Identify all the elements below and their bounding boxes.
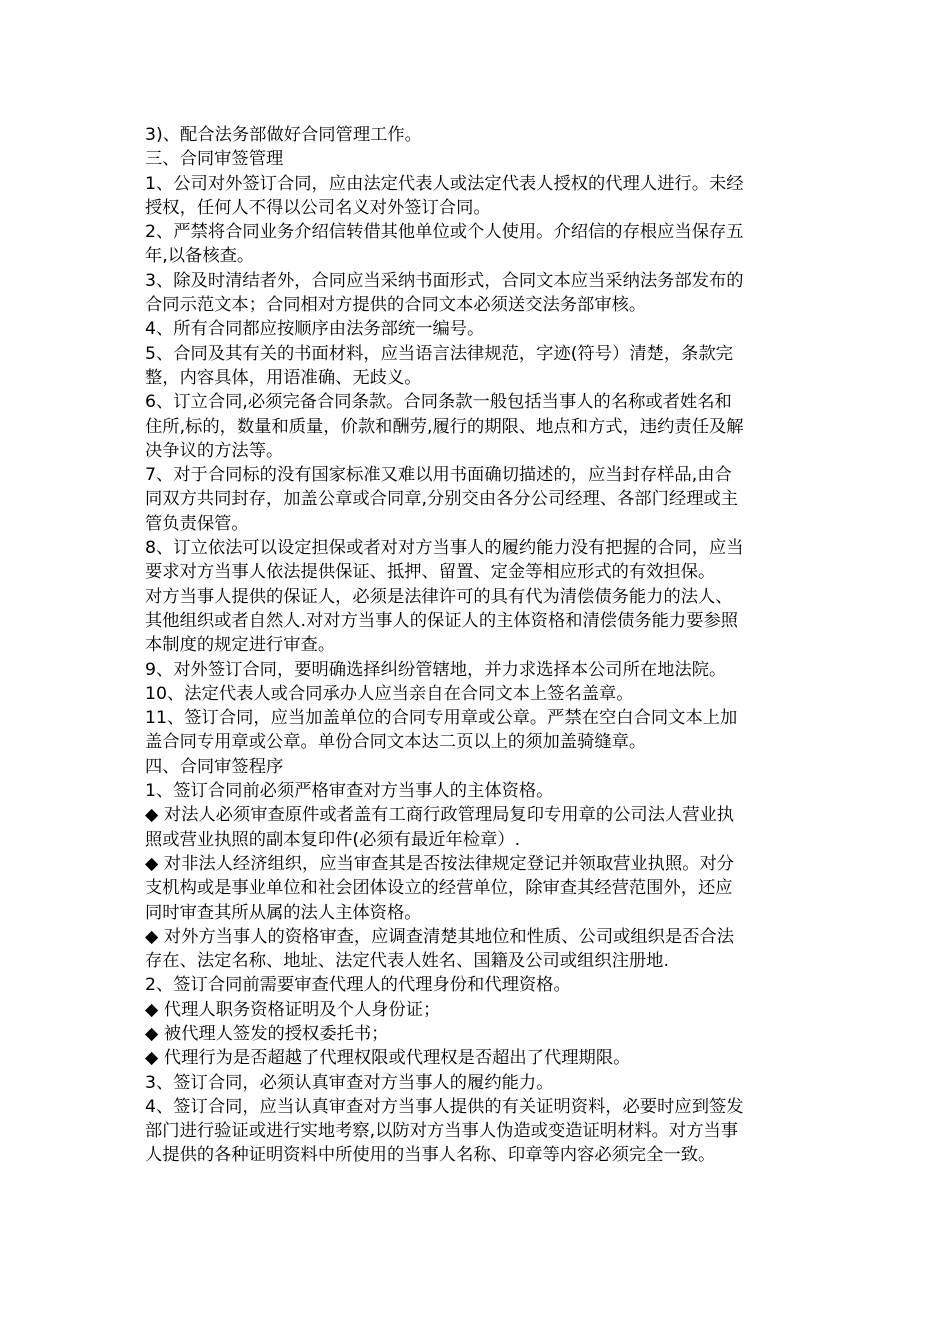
text-line: 住所,标的，数量和质量，价款和酬劳,履行的期限、地点和方式，违约责任及解 [145, 416, 744, 437]
text-line: 支机构或是事业单位和社会团体设立的经营单位，除审查其经营范围外，还应 [145, 878, 733, 899]
text-line: 3)、配合法务部做好合同管理工作。 [145, 125, 422, 145]
text-line: 存在、法定名称、地址、法定代表人姓名、国籍及公司或组织注册地. [145, 951, 669, 972]
bullet-line: ◆ 对法人必须审查原件或者盖有工商行政管理局复印专用章的公司法人营业执 [145, 805, 735, 826]
text-line: 10、法定代表人或合同承办人应当亲自在合同文本上签名盖章。 [145, 683, 634, 704]
text-line: 年,以备核查。 [145, 246, 255, 267]
text-line: 1、签订合同前必须严格审查对方当事人的主体资格。 [145, 781, 554, 802]
text-line: 整，内容具体，用语准确、无歧义。 [145, 367, 422, 388]
text-line: 7、对于合同标的没有国家标准又难以用书面确切描述的，应当封存样品,由合 [145, 465, 732, 486]
document-body [145, 123, 810, 1168]
text-line: 盖合同专用章或公章。单份合同文本达二页以上的须加盖骑缝章。 [145, 732, 647, 753]
text-line: 1、公司对外签订合同，应由法定代表人或法定代表人授权的代理人进行。未经 [145, 173, 744, 194]
text-line: 合同示范文本；合同相对方提供的合同文本必须送交法务部审核。 [145, 295, 647, 316]
text-line: 6、订立合同,必须完备合同条款。合同条款一般包括当事人的名称或者姓名和 [145, 392, 732, 413]
text-line: 其他组织或者自然人.对对方当事人的保证人的主体资格和清偿债务能力要参照 [145, 610, 739, 631]
text-line: 照或营业执照的副本复印件(必须有最近年检章）. [145, 829, 521, 850]
section-heading: 三、合同审签管理 [145, 149, 284, 170]
text-line: 部门进行验证或进行实地考察,以防对方当事人伪造或变造证明材料。对方当事 [145, 1121, 739, 1142]
text-line: 授权，任何人不得以公司名义对外签订合同。 [145, 197, 491, 218]
text-line: 2、签订合同前需要审查代理人的代理身份和代理资格。 [145, 975, 571, 996]
text-line: 8、订立依法可以设定担保或者对对方当事人的履约能力没有把握的合同，应当 [145, 538, 744, 559]
text-line: 决争议的方法等。 [145, 440, 284, 461]
text-line: 2、严禁将合同业务介绍信转借其他单位或个人使用。介绍信的存根应当保存五 [145, 222, 744, 243]
text-line: 同时审查其所从属的法人主体资格。 [145, 902, 422, 923]
bullet-line: ◆ 被代理人签发的授权委托书； [145, 1023, 389, 1044]
bullet-line: ◆ 代理人职务资格证明及个人身份证； [145, 999, 441, 1020]
text-line: 要求对方当事人依法提供保证、抵押、留置、定金等相应形式的有效担保。 [145, 562, 716, 583]
text-line: 本制度的规定进行审查。 [145, 635, 336, 656]
text-line: 对方当事人提供的保证人，必须是法律许可的具有代为清偿债务能力的法人、 [145, 586, 733, 607]
bullet-line: ◆ 对非法人经济组织，应当审查其是否按法律规定登记并领取营业执照。对分 [145, 853, 735, 874]
text-line: 人提供的各种证明资料中所使用的当事人名称、印章等内容必须完全一致。 [145, 1145, 716, 1166]
text-line: 3、签订合同，必须认真审查对方当事人的履约能力。 [145, 1072, 554, 1093]
text-line: 4、签订合同，应当认真审查对方当事人提供的有关证明资料，必要时应到签发 [145, 1096, 744, 1117]
text-line: 9、对外签订合同，要明确选择纠纷管辖地，并力求选择本公司所在地法院。 [145, 659, 727, 680]
bullet-line: ◆ 对外方当事人的资格审查，应调查清楚其地位和性质、公司或组织是否合法 [145, 926, 735, 947]
bullet-line: ◆ 代理行为是否超越了代理权限或代理权是否超出了代理期限。 [145, 1048, 631, 1069]
text-line: 同双方共同封存，加盖公章或合同章,分别交由各分公司经理、各部门经理或主 [145, 489, 739, 510]
text-line: 11、签订合同，应当加盖单位的合同专用章或公章。严禁在空白合同文本上加 [145, 708, 738, 729]
text-line: 5、合同及其有关的书面材料，应当语言法律规范，字迹(符号）清楚，条款完 [145, 343, 734, 364]
section-heading: 四、合同审签程序 [145, 756, 284, 777]
text-line: 管负责保管。 [145, 513, 249, 534]
text-line: 4、所有合同都应按顺序由法务部统一编号。 [145, 319, 485, 340]
text-line: 3、除及时清结者外，合同应当采纳书面形式，合同文本应当采纳法务部发布的 [145, 270, 744, 291]
